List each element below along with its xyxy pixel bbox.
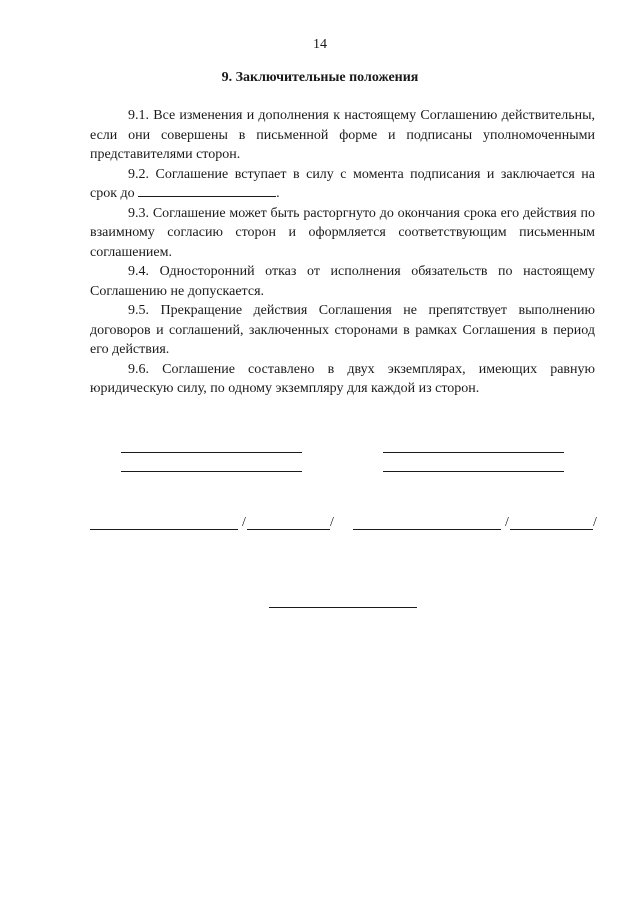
term-date-blank[interactable] [138,184,276,197]
clause-9-2 [90,165,595,204]
bottom-blank-line[interactable] [269,607,417,608]
party-1-name-line-1[interactable] [121,452,302,453]
section-title: 9. Заключительные положения [221,70,419,85]
clause-9-1: 9.1. Все изменения и дополнения к настоящему Соглашению действительны, если они совершены в письменной форме и подписаны уполномоченными представителями сторон. [90,108,595,162]
clause-9-2-text: 9.2. Соглашение вступает в силу с момента подписания и заключается на срок до [90,166,595,201]
clause-9-3: 9.3. Соглашение может быть расторгнуто до окончания срока его действия по взаимному согласию сторон и оформляется соответствующим письменным соглашением. [90,205,595,260]
party-2-name-line-2[interactable] [383,471,564,472]
party-1-name-line-2[interactable] [121,471,302,472]
party-1-signature-line[interactable] [90,529,238,530]
page-number: 14 [313,37,327,52]
party-1-slash-close: / [330,515,334,530]
party-2-signature-line[interactable] [353,529,501,530]
clause-9-4: 9.4. Односторонний отказ от исполнения обязательств по настоящему Соглашению не допускается. [90,264,595,299]
clause-9-2-end: . [276,186,280,201]
party-2-name-line-1[interactable] [383,452,564,453]
clause-9-6: 9.6. Соглашение составлено в двух экземплярах, имеющих равную юридическую силу, по одному экземпляру для каждой из сторон. [90,361,595,396]
party-1-slash-open: / [242,515,246,530]
clause-9-5: 9.5. Прекращение действия Соглашения не препятствует выполнению договоров и соглашений, заключенных сторонами в рамках Соглашения в период его действия. [90,303,595,357]
party-2-slash-close: / [593,515,597,530]
party-2-initials-line[interactable] [510,529,593,530]
party-1-initials-line[interactable] [247,529,330,530]
document-body [90,106,595,399]
party-2-slash-open: / [505,515,509,530]
